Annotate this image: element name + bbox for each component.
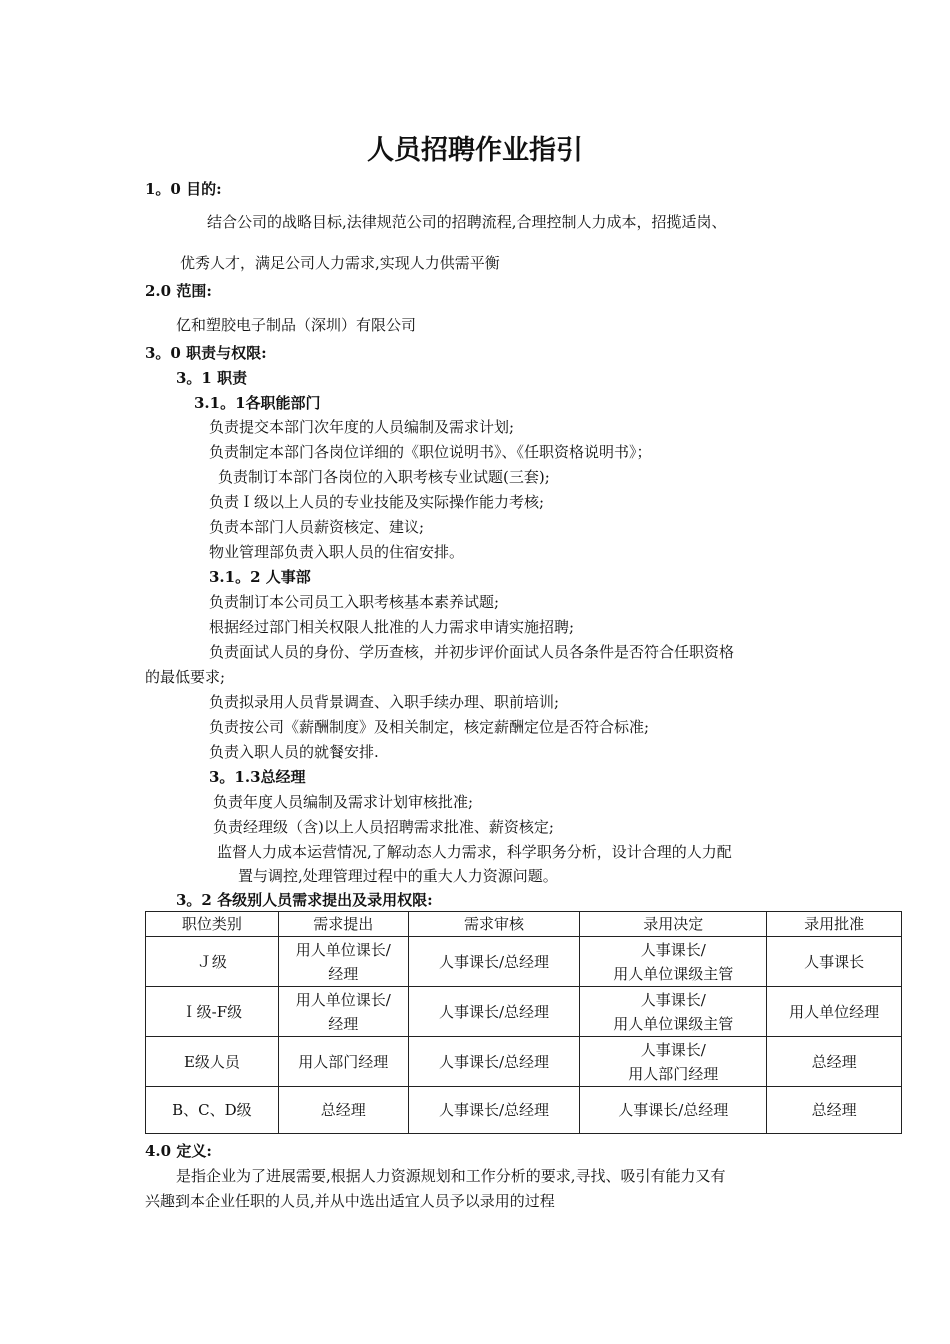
section-1-heading: 1。0 目的: xyxy=(145,180,222,198)
duty-line: 负责制订本部门各岗位的入职考核专业试题(三套); xyxy=(218,468,550,486)
table-cell: 用人部门经理 xyxy=(278,1037,408,1087)
table-header-row xyxy=(146,912,902,937)
section-3-1-3-heading: 3。1.3总经理 xyxy=(209,768,306,786)
table-cell xyxy=(580,937,767,987)
cell-line: 用人部门经理 xyxy=(628,1064,719,1083)
section-3-1-heading: 3。1 职责 xyxy=(176,369,248,387)
table-cell: 人事课长/总经理 xyxy=(580,1087,767,1134)
document-title: 人员招聘作业指引 xyxy=(367,135,583,166)
cell-line: 人事课长/ xyxy=(640,940,706,959)
table-header-cell: 需求审核 xyxy=(408,912,580,937)
table-cell xyxy=(278,987,408,1037)
section-4-paragraph-line-2: 兴趣到本企业任职的人员,并从中选出适宜人员予以录用的过程 xyxy=(145,1192,555,1210)
table-row xyxy=(146,987,902,1037)
duty-line: 根据经过部门相关权限人批准的人力需求申请实施招聘; xyxy=(209,618,575,636)
duty-line: 负责本部门人员薪资核定、建议; xyxy=(209,518,425,536)
cell-line: 人事课长/ xyxy=(640,1040,706,1059)
section-4-paragraph-line-1: 是指企业为了进展需要,根据人力资源规划和工作分析的要求,寻找、吸引有能力又有 xyxy=(176,1167,726,1185)
cell-line: 用人单位课长/ xyxy=(295,940,391,959)
table-cell: 用人单位经理 xyxy=(767,987,902,1037)
table-cell: 人事课长/总经理 xyxy=(408,937,580,987)
table-cell: 人事课长/总经理 xyxy=(408,1037,580,1087)
table-cell: 总经理 xyxy=(278,1087,408,1134)
table-cell: 总经理 xyxy=(767,1087,902,1134)
duty-line: 负责拟录用人员背景调查、入职手续办理、职前培训; xyxy=(209,693,560,711)
duty-line: 负责入职人员的就餐安排. xyxy=(209,743,379,761)
cell-line: 人事课长/ xyxy=(640,990,706,1009)
table-header-cell: 录用决定 xyxy=(580,912,767,937)
table-cell: Ｉ级-F级 xyxy=(146,987,279,1037)
duty-line: 负责面试人员的身份、学历查核，并初步评价面试人员各条件是否符合任职资格 xyxy=(209,643,735,661)
table-row xyxy=(146,937,902,987)
duty-line-continuation: 的最低要求; xyxy=(145,668,226,686)
cell-line: 用人单位课级主管 xyxy=(613,1014,734,1033)
table-row xyxy=(146,1037,902,1087)
section-3-heading: 3。0 职责与权限: xyxy=(145,344,267,362)
table-row xyxy=(146,1087,902,1134)
cell-line: 用人单位课级主管 xyxy=(613,964,734,983)
duty-line: 监督人力成本运营情况,了解动态人力需求，科学职务分析，设计合理的人力配 xyxy=(217,843,732,861)
duty-line: 负责按公司《薪酬制度》及相关制定，核定薪酬定位是否符合标准; xyxy=(209,718,650,736)
table-cell: 人事课长 xyxy=(767,937,902,987)
table-cell: B、C、D级 xyxy=(146,1087,279,1134)
table-cell: 人事课长/总经理 xyxy=(408,987,580,1037)
section-2-paragraph: 亿和塑胶电子制品（深圳）有限公司 xyxy=(176,316,417,334)
cell-line: 经理 xyxy=(328,1014,359,1033)
duty-line: 负责经理级（含)以上人员招聘需求批准、薪资核定; xyxy=(213,818,554,836)
table-cell: E级人员 xyxy=(146,1037,279,1087)
section-4-heading: 4.0 定义: xyxy=(145,1142,212,1160)
duty-line: 负责制定本部门各岗位详细的《职位说明书》、《任职资格说明书》； xyxy=(209,443,652,461)
section-1-paragraph-line-2: 优秀人才，满足公司人力需求,实现人力供需平衡 xyxy=(180,254,500,272)
duty-line: 负责Ｉ级以上人员的专业技能及实际操作能力考核; xyxy=(209,493,545,511)
authority-table xyxy=(145,911,902,1134)
cell-line: 用人单位课长/ xyxy=(295,990,391,1009)
section-3-1-2-heading: 3.1。2 人事部 xyxy=(209,568,311,586)
table-header-cell: 录用批准 xyxy=(767,912,902,937)
table-cell: Ｊ级 xyxy=(146,937,279,987)
table-cell xyxy=(278,937,408,987)
section-1-paragraph-line-1: 结合公司的战略目标,法律规范公司的招聘流程,合理控制人力成本，招揽适岗、 xyxy=(207,213,727,231)
cell-line: 经理 xyxy=(328,964,359,983)
table-cell xyxy=(580,1037,767,1087)
duty-line: 负责制订本公司员工入职考核基本素养试题; xyxy=(209,593,500,611)
section-3-1-1-heading: 3.1。1各职能部门 xyxy=(194,394,321,412)
section-2-heading: 2.0 范围: xyxy=(145,282,212,300)
duty-line-continuation: 置与调控,处理管理过程中的重大人力资源问题。 xyxy=(238,867,558,885)
duty-line: 物业管理部负责入职人员的住宿安排。 xyxy=(209,543,465,561)
duty-line: 负责年度人员编制及需求计划审核批准; xyxy=(213,793,474,811)
duty-line: 负责提交本部门次年度的人员编制及需求计划; xyxy=(209,418,515,436)
table-header-cell: 需求提出 xyxy=(278,912,408,937)
table-cell: 人事课长/总经理 xyxy=(408,1087,580,1134)
table-cell xyxy=(580,987,767,1037)
table-cell: 总经理 xyxy=(767,1037,902,1087)
section-3-2-heading: 3。2 各级别人员需求提出及录用权限: xyxy=(176,891,433,909)
table-header-cell: 职位类别 xyxy=(146,912,279,937)
